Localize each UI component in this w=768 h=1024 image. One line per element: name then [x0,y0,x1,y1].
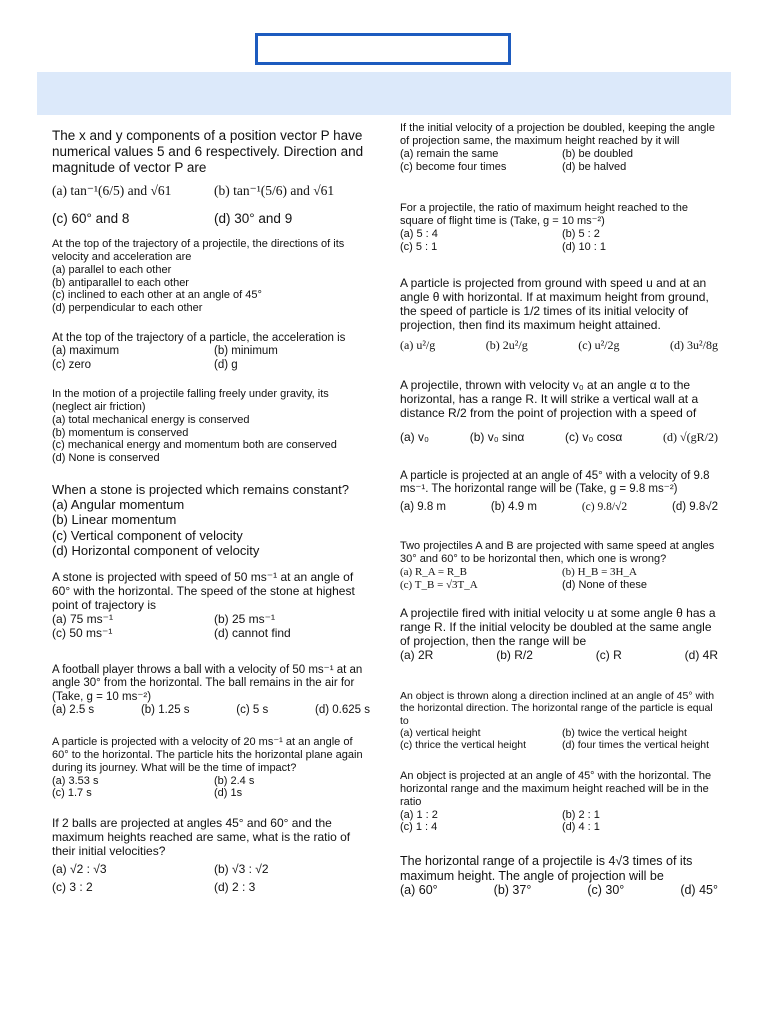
question-stem: For a projectile, the ratio of maximum height reached to the square of flight time is (Take, g = 10 ms⁻²) [400,202,688,227]
option: (b) antiparallel to each other [52,276,189,289]
question [52,128,370,227]
option: (a) u²/g [400,338,436,353]
question-stem: A projectile, thrown with velocity v₀ at an angle α to the horizontal, has a range R. It will strike a vertical wall at a distance R/2 from the point of projection with a speed of [400,378,699,421]
question-stem: If the initial velocity of a projection be doubled, keeping the angle of projection same, the maximum height reached by it will [400,122,715,147]
option: (c) inclined to each other at an angle of 45° [52,289,262,302]
option: (b) 2.4 s [214,774,255,787]
option: (a) v₀ [400,430,429,445]
option: (a) 3.53 s [52,774,99,787]
option: (d) 9.8√2 [672,500,718,513]
option: (d) four times the vertical height [562,739,710,752]
option: (c) thrice the vertical height [400,739,527,752]
question-stem: The x and y components of a position vector P have numerical values 5 and 6 respectively. Direction and magnitude of vector P are [52,128,364,175]
option: (a) 5 : 4 [400,227,438,240]
option: (c) R [595,648,622,663]
option: (d) Horizontal component of velocity [52,542,260,558]
option: (a) parallel to each other [52,263,172,276]
option: (a) vertical height [400,726,481,739]
option: (a) remain the same [400,147,499,160]
question [400,276,718,352]
question [52,482,370,558]
option: (b) 5 : 2 [562,227,600,240]
option: (c) mechanical energy and momentum both are conserved [52,439,337,452]
option: (d) be halved [562,160,627,173]
question-stem: An object is thrown along a direction inclined at an angle of 45° with the horizontal direction. The horizontal range of the particle is equal to [400,690,715,727]
question [400,606,718,662]
option: (d) None of these [562,578,647,591]
option: (a) tan⁻¹(6/5) and √61 [52,183,172,199]
option: (c) 60° and 8 [52,211,130,227]
option: (c) 1.7 s [52,787,92,800]
option: (a) 2R [400,648,434,663]
question [400,378,718,444]
option: (c) u²/2g [578,338,620,353]
option: (a) 9.8 m [400,500,447,513]
option: (c) 30° [587,883,625,898]
question [52,332,370,372]
question-stem: A particle is projected at an angle of 45° with a velocity of 9.8 ms⁻¹. The horizontal range will be (Take, g = 9.8 ms⁻²) [400,470,710,496]
option: (a) 1 : 2 [400,808,438,821]
option: (c) 50 ms⁻¹ [52,626,113,641]
option: (b) be doubled [562,147,633,160]
option: (d) 0.625 s [315,704,370,717]
option: (d) 4 : 1 [562,821,600,834]
question [400,690,718,751]
option: (b) H_B = 3H_A [562,565,637,578]
question-stem: A particle is projected with a velocity of 20 ms⁻¹ at an angle of 60° to the horizontal. The particle hits the horizontal plane again during its journey. What will be the time of impact? [52,736,363,774]
question-stem: The horizontal range of a projectile is 4√3 times of its maximum height. The angle of projection will be [400,854,693,883]
question [400,202,718,253]
question [400,770,718,834]
option: (d) 2 : 3 [214,880,256,895]
option: (b) tan⁻¹(5/6) and √61 [214,183,335,199]
option: (b) Linear momentum [52,512,177,528]
option: (b) R/2 [496,648,533,663]
option: (b) 2 : 1 [562,808,600,821]
option: (b) 4.9 m [490,500,537,513]
question-stem: A projectile fired with initial velocity u at some angle θ has a range R. If the initial velocity be doubled at the same angle of projection, then the range will be [400,606,716,649]
option: (b) v₀ sinα [469,430,525,445]
option: (c) become four times [400,160,507,173]
option: (b) 2u²/g [485,338,528,353]
option: (a) √2 : √3 [52,862,107,877]
option: (c) 1 : 4 [400,821,438,834]
question-stem: Two projectiles A and B are projected with same speed at angles 30° and 60° to be horizontal then, which one is wrong? [400,540,715,565]
option: (d) g [214,358,238,371]
option: (d) perpendicular to each other [52,302,203,315]
question-stem: When a stone is projected which remains constant? [52,482,349,497]
option: (b) 25 ms⁻¹ [214,612,276,627]
option: (c) 9.8/√2 [581,500,628,513]
option: (c) v₀ cosα [565,430,623,445]
option: (b) 37° [493,883,532,898]
option: (b) 1.25 s [140,704,190,717]
option: (a) R_A = R_B [400,565,468,578]
option: (a) maximum [52,345,120,358]
option: (d) cannot find [214,626,291,641]
option: (b) momentum is conserved [52,426,189,439]
option: (a) 75 ms⁻¹ [52,612,114,627]
question-stem: A particle is projected from ground with speed u and at an angle θ with horizontal. If at maximum height from ground, the speed of particle is 1/2 times of its initial velocity of projection, then find its maximum height attained. [400,276,709,333]
option: (c) zero [52,358,91,371]
header-band [37,72,731,115]
question-stem: If 2 balls are projected at angles 45° and 60° and the maximum heights reached are same, what is the ratio of their initial velocities? [52,816,351,859]
question [52,664,370,718]
option: (d) None is conserved [52,452,160,465]
option: (d) 45° [680,883,718,898]
option: (d) √(gR/2) [663,430,718,445]
option: (b) √3 : √2 [214,862,269,877]
question [52,736,370,800]
option: (d) 10 : 1 [562,240,607,253]
option: (d) 30° and 9 [214,211,293,227]
option: (a) Angular momentum [52,497,185,513]
option: (a) 60° [400,883,438,898]
question-stem: A stone is projected with speed of 50 ms⁻¹ at an angle of 60° with the horizontal. The speed of the stone at highest point of trajectory is [52,570,355,613]
question [52,570,370,640]
question [400,854,718,898]
title-box [255,33,511,65]
question [52,388,370,465]
option: (c) Vertical component of velocity [52,527,243,543]
question [400,122,718,173]
option: (a) 2.5 s [52,704,95,717]
option: (d) 3u²/8g [670,338,718,353]
question [400,470,718,514]
question-stem: An object is projected at an angle of 45° with the horizontal. The horizontal range and the maximum height reached will be in the ratio [400,770,712,808]
option: (c) 5 : 1 [400,240,438,253]
option: (c) 3 : 2 [52,880,93,895]
question [52,816,370,894]
question-stem: In the motion of a projectile falling freely under gravity, its (neglect air friction) [52,388,329,413]
option: (b) minimum [214,345,278,358]
option: (c) T_B = √3T_A [400,578,478,591]
question [52,238,370,315]
option: (d) 4R [684,648,718,663]
question-stem: A football player throws a ball with a velocity of 50 ms⁻¹ at an angle 30° from the horizontal. The ball remains in the air for (Take, g = 10 ms⁻²) [52,664,363,703]
option: (b) twice the vertical height [562,726,687,739]
question-stem: At the top of the trajectory of a projectile, the directions of its velocity and acceleration are [52,238,345,263]
option: (d) 1s [214,787,243,800]
question [400,540,718,591]
option: (a) total mechanical energy is conserved [52,413,250,426]
question-stem: At the top of the trajectory of a particle, the acceleration is [52,332,346,344]
option: (c) 5 s [236,704,269,717]
